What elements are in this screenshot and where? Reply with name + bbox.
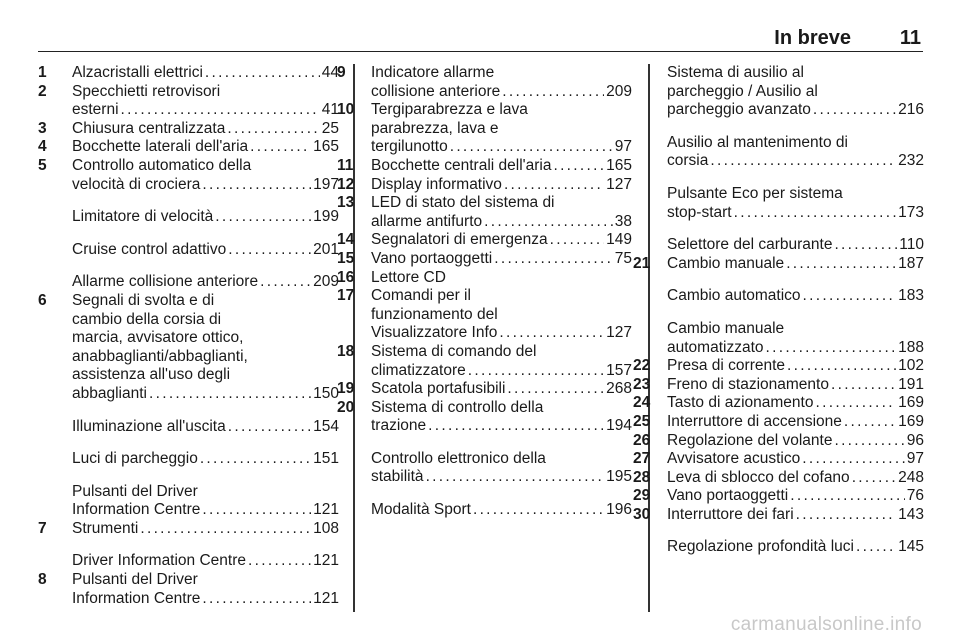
page-reference: 209 xyxy=(606,82,632,100)
page-reference: 110 xyxy=(899,236,924,254)
page-reference: 149 xyxy=(606,231,632,249)
page-reference: 44 xyxy=(321,64,339,81)
leader-dots xyxy=(450,138,613,157)
index-entry xyxy=(72,273,339,292)
page-reference: 97 xyxy=(906,450,924,468)
item-number: 21 xyxy=(633,254,651,272)
index-entry xyxy=(38,571,339,608)
entry-label: Controllo automatico della xyxy=(72,156,252,174)
entry-label: stop-start xyxy=(667,203,732,221)
entry-label: LED di stato del sistema di xyxy=(371,194,555,212)
item-number: 30 xyxy=(633,505,651,523)
entry-label: Presa di corrente xyxy=(667,357,786,375)
page-title: In breve xyxy=(774,27,851,49)
entry-label: Interruttore di accensione xyxy=(667,412,842,430)
leader-dots xyxy=(831,376,896,395)
entry-label: Segnalatori di emergenza xyxy=(371,231,548,249)
page-reference: 96 xyxy=(906,431,924,449)
item-number: 13 xyxy=(337,194,355,212)
item-number: 7 xyxy=(38,519,47,537)
entry-label: assistenza all'uso degli xyxy=(72,366,231,384)
item-number: 9 xyxy=(337,64,346,81)
index-entry xyxy=(38,291,339,404)
leader-dots xyxy=(507,380,604,399)
page-reference: 173 xyxy=(898,203,924,221)
leader-dots xyxy=(121,101,320,120)
entry-label: Pulsanti del Driver xyxy=(72,482,198,500)
entry-label: Information Centre xyxy=(72,501,201,519)
index-entry xyxy=(337,231,632,250)
entry-label: Bocchette centrali dell'aria xyxy=(371,156,552,174)
item-number: 1 xyxy=(38,64,47,81)
index-entry xyxy=(667,236,924,255)
leader-dots xyxy=(215,208,311,227)
entry-label: Regolazione profondità luci xyxy=(667,538,854,556)
index-entry xyxy=(371,501,632,520)
index-entry xyxy=(38,156,339,194)
page-reference: 194 xyxy=(606,417,632,435)
entry-label: stabilità xyxy=(371,468,424,486)
entry-label: Strumenti xyxy=(72,519,139,537)
page-reference: 169 xyxy=(898,394,924,412)
leader-dots xyxy=(248,552,311,571)
leader-dots xyxy=(202,176,311,195)
entry-label: Freno di stazionamento xyxy=(667,375,829,393)
index-entry xyxy=(337,342,632,380)
entry-label: parabrezza, lava e xyxy=(371,119,499,137)
item-number: 11 xyxy=(337,156,354,174)
index-entry xyxy=(337,268,632,288)
leader-dots xyxy=(140,520,311,539)
page-reference: 97 xyxy=(614,138,632,156)
leader-dots xyxy=(499,324,604,343)
page-header xyxy=(38,24,923,52)
leader-dots xyxy=(802,450,905,469)
page-reference: 209 xyxy=(313,273,339,291)
page-reference: 187 xyxy=(898,254,924,272)
item-number: 27 xyxy=(633,450,651,468)
entry-label: Pulsanti del Driver xyxy=(72,571,198,589)
page-reference: 150 xyxy=(313,384,339,402)
index-entry xyxy=(72,450,339,469)
index-column-1 xyxy=(38,64,339,608)
leader-dots xyxy=(202,501,311,520)
page-reference: 191 xyxy=(898,375,924,393)
item-number: 12 xyxy=(337,175,355,193)
index-entry xyxy=(337,398,632,436)
item-number: 8 xyxy=(38,571,47,589)
index-entry xyxy=(667,320,924,357)
index-entry xyxy=(633,254,924,274)
index-entry xyxy=(667,287,924,306)
entry-label: automatizzato xyxy=(667,338,764,356)
index-entry xyxy=(667,64,924,120)
entry-label: Luci di parcheggio xyxy=(72,450,198,468)
page-reference: 75 xyxy=(614,249,632,267)
index-entry xyxy=(371,450,632,487)
entry-label: parcheggio / Ausilio al xyxy=(667,82,818,100)
leader-dots xyxy=(734,204,897,223)
leader-dots xyxy=(468,362,604,381)
entry-label: Cambio manuale xyxy=(667,254,785,272)
leader-dots xyxy=(803,287,897,306)
entry-label: Cambio manuale xyxy=(667,319,785,337)
entry-label: Leva di sblocco del cofano xyxy=(667,468,850,486)
page-reference: 127 xyxy=(606,324,632,342)
watermark: carmanualsonline.info xyxy=(730,614,922,635)
item-number: 23 xyxy=(633,375,651,393)
index-entry xyxy=(667,185,924,222)
entry-label: Illuminazione all'uscita xyxy=(72,417,226,435)
leader-dots xyxy=(844,413,896,432)
leader-dots xyxy=(502,83,604,102)
index-entry xyxy=(633,394,924,413)
page-reference: 76 xyxy=(906,487,924,505)
item-number: 16 xyxy=(337,268,355,286)
entry-label: parcheggio avanzato xyxy=(667,101,811,119)
page-reference: 145 xyxy=(898,538,924,556)
page-reference: 248 xyxy=(898,468,924,486)
entry-label: cambio della corsia di xyxy=(72,310,222,328)
leader-dots xyxy=(484,213,613,232)
page-reference: 183 xyxy=(898,287,924,305)
page-reference: 102 xyxy=(898,357,924,375)
item-number: 4 xyxy=(38,138,47,156)
entry-label: esterni xyxy=(72,101,119,119)
entry-label: trazione xyxy=(371,417,427,435)
entry-label: tergilunotto xyxy=(371,138,448,156)
page-reference: 127 xyxy=(606,175,632,193)
entry-label: Chiusura centralizzata xyxy=(72,119,226,137)
leader-dots xyxy=(834,432,904,451)
page-reference: 199 xyxy=(313,208,339,226)
entry-label: Bocchette laterali dell'aria xyxy=(72,138,249,156)
index-entry xyxy=(38,119,339,139)
entry-label: Ausilio al mantenimento di xyxy=(667,133,848,151)
page-reference: 121 xyxy=(313,501,339,519)
index-entry xyxy=(72,552,339,571)
page-reference: 151 xyxy=(313,450,339,468)
index-entry xyxy=(633,468,924,488)
item-number: 15 xyxy=(337,249,355,267)
leader-dots xyxy=(766,339,897,358)
page-reference: 41 xyxy=(321,101,339,119)
entry-label: Cambio automatico xyxy=(667,287,801,305)
page-reference: 169 xyxy=(898,412,924,430)
index-entry xyxy=(633,505,924,525)
leader-dots xyxy=(796,506,896,525)
index-entry xyxy=(633,431,924,451)
entry-label: Sistema di ausilio al xyxy=(667,64,804,81)
entry-label: Lettore CD xyxy=(371,268,446,286)
page-reference: 143 xyxy=(898,505,924,523)
item-number: 25 xyxy=(633,412,651,430)
index-entry xyxy=(72,241,339,260)
item-number: 26 xyxy=(633,431,651,449)
leader-dots xyxy=(227,120,319,139)
entry-label: Regolazione del volante xyxy=(667,431,833,449)
page-reference: 165 xyxy=(313,138,339,156)
page-reference: 197 xyxy=(313,175,339,193)
index-column-2 xyxy=(337,64,632,520)
page-reference: 154 xyxy=(313,417,339,435)
item-number: 18 xyxy=(337,342,355,360)
index-entry xyxy=(633,412,924,432)
entry-label: Tergiparabrezza e lava xyxy=(371,101,528,119)
leader-dots xyxy=(852,469,896,488)
item-number: 28 xyxy=(633,468,651,486)
page-reference: 216 xyxy=(898,101,924,119)
entry-label: Sistema di controllo della xyxy=(371,398,544,416)
entry-label: marcia, avvisatore ottico, xyxy=(72,329,244,347)
leader-dots xyxy=(504,176,604,195)
index-entry xyxy=(337,249,632,269)
page-reference: 25 xyxy=(321,119,339,137)
item-number: 6 xyxy=(38,291,47,309)
leader-dots xyxy=(815,394,896,413)
entry-label: Tasto di azionamento xyxy=(667,394,814,412)
entry-label: Vano portaoggetti xyxy=(371,249,493,267)
page-reference: 188 xyxy=(898,338,924,356)
column-divider xyxy=(648,64,650,612)
index-entry xyxy=(667,538,924,557)
entry-label: Segnali di svolta e di xyxy=(72,291,215,309)
item-number: 20 xyxy=(337,398,355,416)
leader-dots xyxy=(494,250,613,269)
index-entry xyxy=(337,156,632,176)
leader-dots xyxy=(813,101,896,120)
entry-label: allarme antifurto xyxy=(371,212,483,230)
leader-dots xyxy=(553,157,604,176)
index-entry xyxy=(633,450,924,469)
leader-dots xyxy=(228,241,311,260)
leader-dots xyxy=(790,487,905,506)
leader-dots xyxy=(787,357,896,376)
entry-label: Avvisatore acustico xyxy=(667,450,801,468)
item-number: 5 xyxy=(38,156,47,174)
leader-dots xyxy=(250,138,311,157)
entry-label: Sistema di comando del xyxy=(371,342,537,360)
entry-label: Allarme collisione anteriore xyxy=(72,273,259,291)
entry-label: climatizzatore xyxy=(371,361,466,379)
entry-label: Information Centre xyxy=(72,589,201,607)
index-entry xyxy=(337,194,632,231)
leader-dots xyxy=(428,417,604,436)
entry-label: Cruise control adattivo xyxy=(72,240,227,258)
entry-label: Alzacristalli elettrici xyxy=(72,64,203,81)
page-reference: 108 xyxy=(313,519,339,537)
index-entry xyxy=(337,287,632,343)
leader-dots xyxy=(260,273,311,292)
entry-label: Scatola portafusibili xyxy=(371,380,506,398)
page-reference: 121 xyxy=(313,589,339,607)
page-reference: 232 xyxy=(898,152,924,170)
leader-dots xyxy=(856,538,896,557)
page-number: 11 xyxy=(899,27,921,49)
index-entry xyxy=(337,175,632,195)
index-entry xyxy=(633,357,924,376)
leader-dots xyxy=(202,590,311,609)
page-reference: 165 xyxy=(606,156,632,174)
index-column-3 xyxy=(633,64,924,557)
index-entry xyxy=(72,418,339,437)
entry-label: corsia xyxy=(667,152,709,170)
entry-label: Pulsante Eco per sistema xyxy=(667,184,843,202)
leader-dots xyxy=(473,501,604,520)
entry-label: Specchietti retrovisori xyxy=(72,82,221,100)
leader-dots xyxy=(149,385,311,404)
page-reference: 195 xyxy=(606,468,632,486)
index-entry xyxy=(667,134,924,171)
item-number: 3 xyxy=(38,119,47,137)
entry-label: Display informativo xyxy=(371,175,502,193)
item-number: 2 xyxy=(38,82,47,100)
entry-label: Vano portaoggetti xyxy=(667,487,789,505)
index-entry xyxy=(72,208,339,227)
entry-label: Visualizzatore Info xyxy=(371,324,498,342)
item-number: 29 xyxy=(633,487,651,505)
entry-label: abbaglianti xyxy=(72,384,147,402)
item-number: 19 xyxy=(337,380,355,398)
leader-dots xyxy=(200,450,311,469)
index-entry xyxy=(337,101,632,157)
page-reference: 201 xyxy=(313,240,339,258)
page-reference: 38 xyxy=(614,212,632,230)
leader-dots xyxy=(710,152,896,171)
index-entry xyxy=(38,519,339,539)
leader-dots xyxy=(834,236,897,255)
entry-label: Limitatore di velocità xyxy=(72,208,214,226)
item-number: 14 xyxy=(337,231,355,249)
column-divider xyxy=(353,64,355,612)
item-number: 24 xyxy=(633,394,651,412)
index-entry xyxy=(38,64,339,83)
entry-label: Interruttore dei fari xyxy=(667,505,794,523)
entry-label: funzionamento del xyxy=(371,305,498,323)
leader-dots xyxy=(550,231,604,250)
item-number: 17 xyxy=(337,287,355,305)
entry-label: anabbaglianti/abbaglianti, xyxy=(72,347,248,365)
index-entry xyxy=(337,64,632,101)
leader-dots xyxy=(426,468,605,487)
page-reference: 121 xyxy=(313,552,339,570)
page-reference: 157 xyxy=(606,361,632,379)
leader-dots xyxy=(205,64,320,83)
leader-dots xyxy=(228,418,311,437)
index-entry xyxy=(633,375,924,395)
index-entry xyxy=(72,483,339,520)
index-entry xyxy=(633,487,924,506)
index-entry xyxy=(38,82,339,120)
page-reference: 268 xyxy=(606,380,632,398)
entry-label: collisione anteriore xyxy=(371,82,501,100)
entry-label: Modalità Sport xyxy=(371,501,471,519)
entry-label: Selettore del carburante xyxy=(667,236,833,254)
leader-dots xyxy=(786,255,896,274)
page-reference: 196 xyxy=(606,501,632,519)
index-entry xyxy=(38,138,339,157)
entry-label: Comandi per il xyxy=(371,287,471,305)
entry-label: Driver Information Centre xyxy=(72,552,247,570)
entry-label: velocità di crociera xyxy=(72,175,201,193)
entry-label: Controllo elettronico della xyxy=(371,449,546,467)
item-number: 10 xyxy=(337,101,355,119)
item-number: 22 xyxy=(633,357,651,375)
entry-label: Indicatore allarme xyxy=(371,64,495,81)
index-entry xyxy=(337,380,632,399)
